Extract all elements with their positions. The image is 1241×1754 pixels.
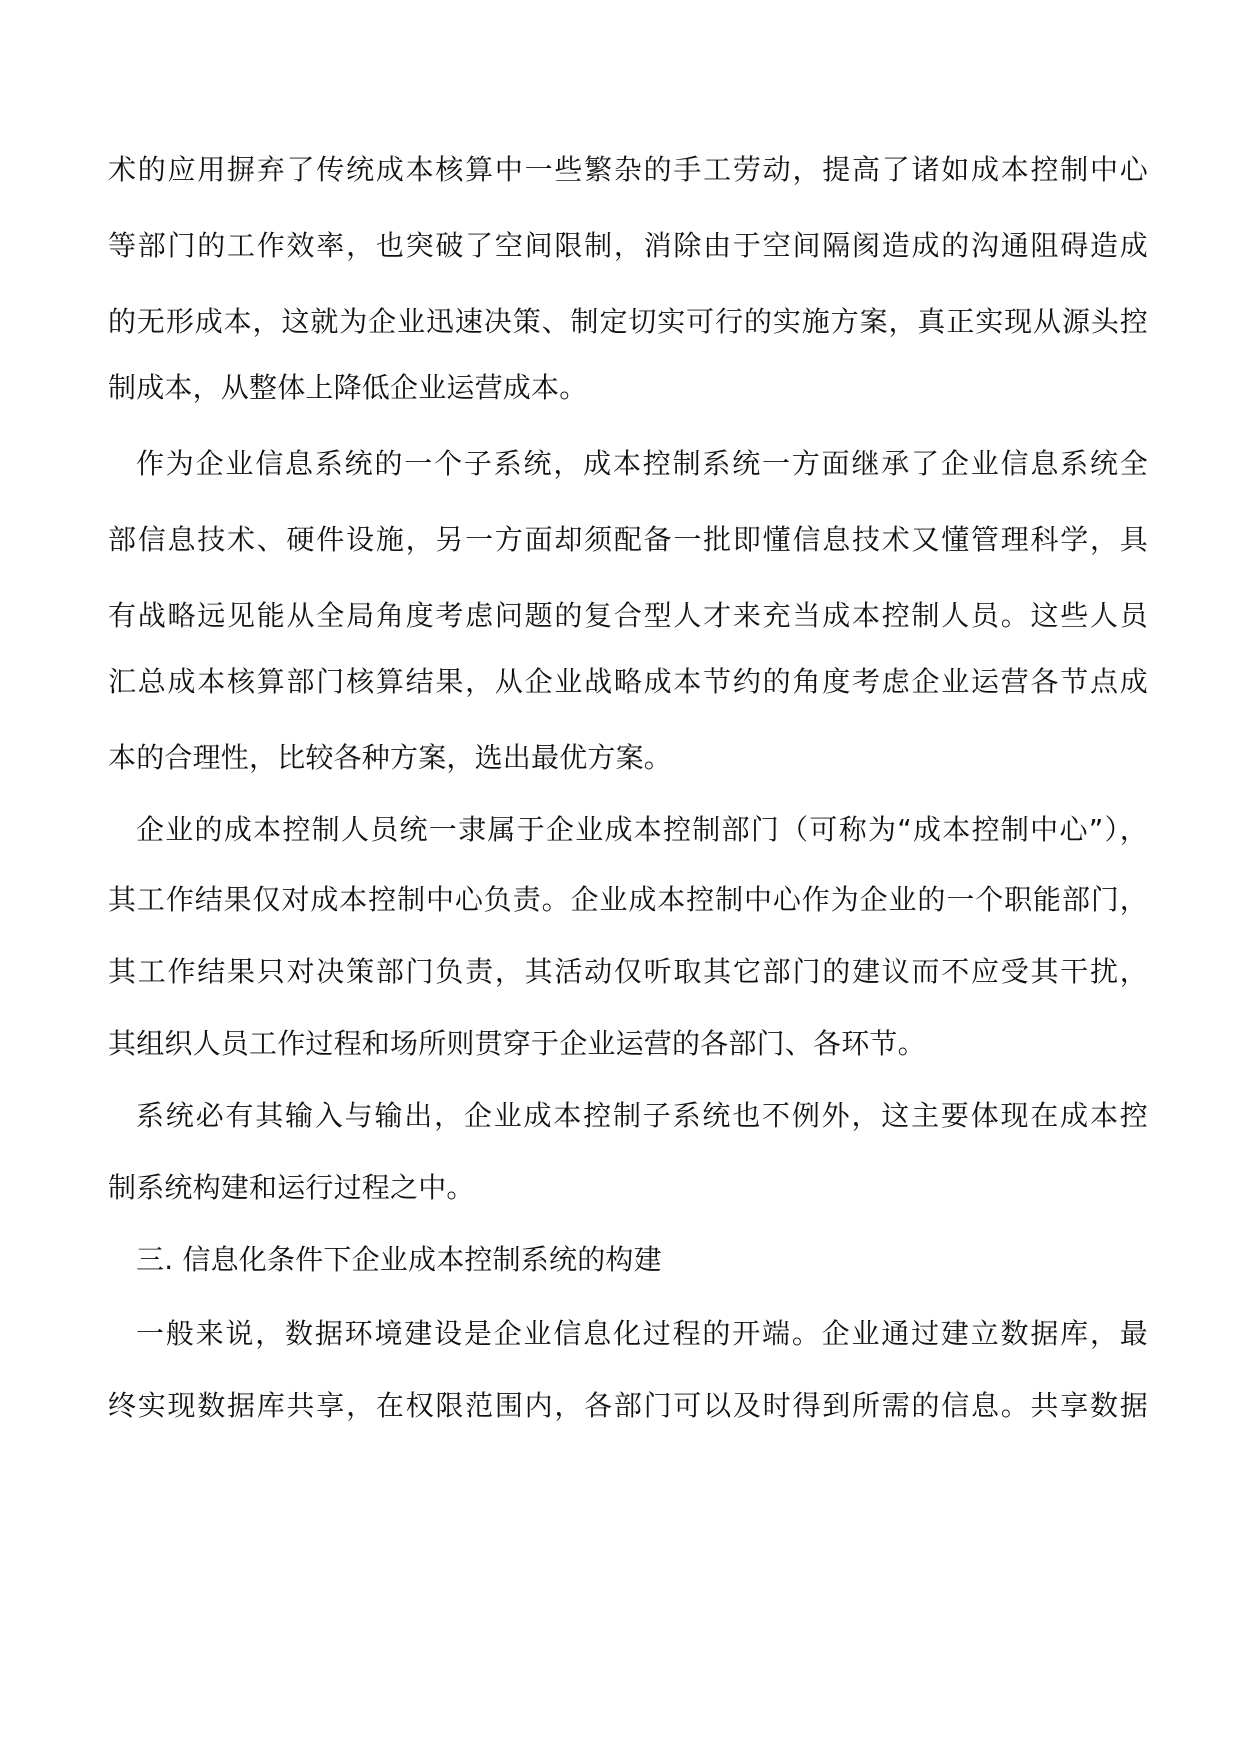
text-line: 有战略远见能从全局角度考虑问题的复合型人才来充当成本控制人员。这些人员 [108, 599, 1148, 632]
text-line: 等部门的工作效率，也突破了空间限制，消除由于空间隔阂造成的沟通阻碍造成 [108, 229, 1148, 262]
text-line: 其工作结果仅对成本控制中心负责。企业成本控制中心作为企业的一个职能部门， [108, 883, 1148, 916]
text-line: 制成本，从整体上降低企业运营成本。 [108, 371, 588, 404]
text-line: 的无形成本，这就为企业迅速决策、制定切实可行的实施方案，真正实现从源头控 [108, 305, 1148, 338]
text-line: 系统必有其输入与输出，企业成本控制子系统也不例外，这主要体现在成本控 [136, 1099, 1148, 1132]
text-line: 一般来说，数据环境建设是企业信息化过程的开端。企业通过建立数据库，最 [136, 1317, 1148, 1350]
text-line: 企业的成本控制人员统一隶属于企业成本控制部门（可称为“成本控制中心”）， [136, 813, 1148, 846]
text-line: 制系统构建和运行过程之中。 [108, 1171, 475, 1204]
text-line: 术的应用摒弃了传统成本核算中一些繁杂的手工劳动，提高了诸如成本控制中心 [108, 153, 1148, 186]
section-heading: 三. 信息化条件下企业成本控制系统的构建 [136, 1243, 662, 1276]
text-line: 其组织人员工作过程和场所则贯穿于企业运营的各部门、各环节。 [108, 1027, 926, 1060]
text-line: 终实现数据库共享，在权限范围内，各部门可以及时得到所需的信息。共享数据 [108, 1389, 1148, 1422]
text-line: 汇总成本核算部门核算结果，从企业战略成本节约的角度考虑企业运营各节点成 [108, 665, 1148, 698]
text-line: 部信息技术、硬件设施，另一方面却须配备一批即懂信息技术又懂管理科学，具 [108, 523, 1148, 556]
text-line: 其工作结果只对决策部门负责，其活动仅听取其它部门的建议而不应受其干扰， [108, 955, 1148, 988]
text-line: 作为企业信息系统的一个子系统，成本控制系统一方面继承了企业信息系统全 [136, 447, 1148, 480]
text-line: 本的合理性，比较各种方案，选出最优方案。 [108, 741, 673, 774]
